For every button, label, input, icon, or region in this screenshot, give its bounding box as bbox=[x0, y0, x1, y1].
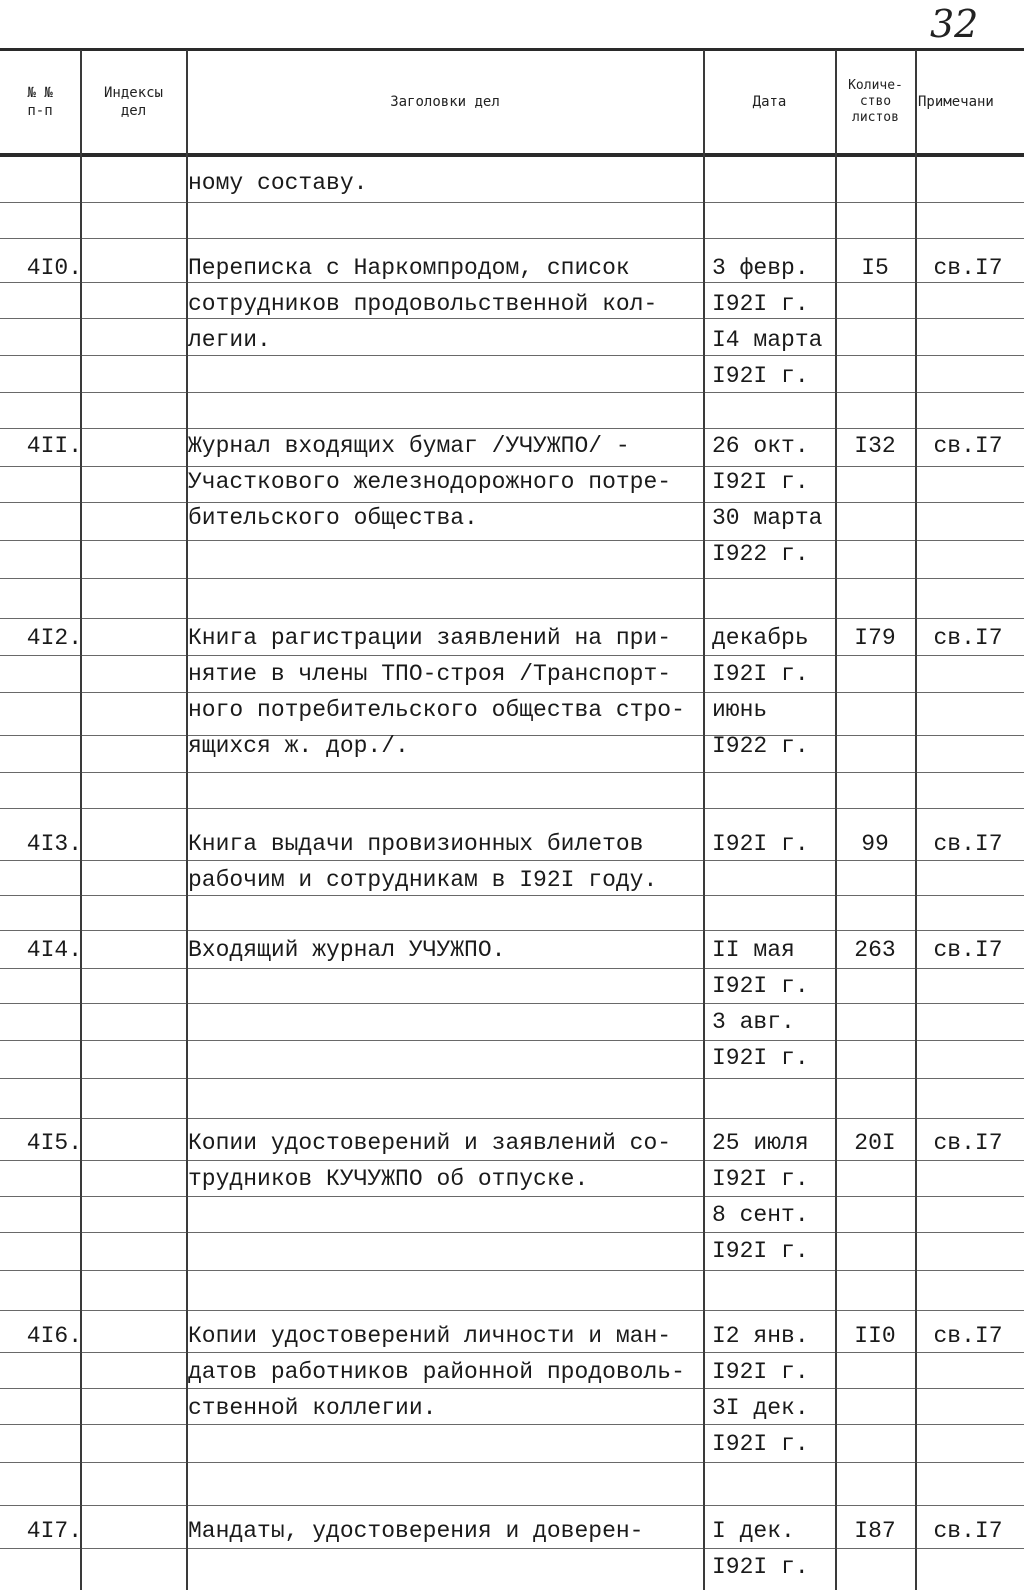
entry-sheet-count: 99 bbox=[861, 831, 889, 857]
entry-sheet-count: 263 bbox=[854, 937, 896, 963]
entry-title-line: бительского общества. bbox=[188, 505, 478, 531]
entry-note: св.I7 bbox=[933, 1518, 1003, 1544]
entry-title-line: Журнал входящих бумаг /УЧУЖПО/ - bbox=[188, 433, 630, 459]
entry-date-line: декабрь bbox=[712, 625, 809, 651]
entry-date-line: 3 февр. bbox=[712, 255, 809, 281]
ruled-line bbox=[0, 1462, 1024, 1463]
ruled-line bbox=[0, 1078, 1024, 1079]
ruled-line bbox=[0, 772, 1024, 773]
entry-sheet-count: 20I bbox=[854, 1130, 896, 1156]
header-note: Примечани bbox=[918, 94, 994, 110]
entry-title bbox=[188, 932, 700, 968]
ruled-line bbox=[0, 578, 1024, 579]
entry-date-line: I922 г. bbox=[712, 541, 809, 567]
entry-title-line: легии. bbox=[188, 327, 271, 353]
ruled-line bbox=[0, 392, 1024, 393]
ruled-line bbox=[0, 1003, 1024, 1004]
entry-note: св.I7 bbox=[933, 937, 1003, 963]
entry-date-line: 26 окт. bbox=[712, 433, 809, 459]
entry-number: 4I0. bbox=[26, 255, 82, 281]
entry-title bbox=[188, 1513, 700, 1549]
entry-number: 4I2. bbox=[26, 625, 82, 651]
entry-title-line: Входящий журнал УЧУЖПО. bbox=[188, 937, 506, 963]
entry-date-line: I2 янв. bbox=[712, 1323, 809, 1349]
entry-title-line: Книга рагистрации заявлений на при- bbox=[188, 625, 672, 651]
entry-title bbox=[188, 826, 700, 898]
entry-sheet-count: I79 bbox=[854, 625, 896, 651]
entry-date-line: I92I г. bbox=[712, 1238, 809, 1264]
entry-title-line: ного потребительского общества стро- bbox=[188, 697, 685, 723]
ruled-line bbox=[0, 1040, 1024, 1041]
entry-title-line: трудников КУЧУЖПО об отпуске. bbox=[188, 1166, 589, 1192]
entry-date-line: I92I г. bbox=[712, 363, 809, 389]
carryover-text: ному составу. bbox=[188, 170, 368, 196]
entry-sheet-count: I5 bbox=[861, 255, 889, 281]
entry-date-line: I92I г. bbox=[712, 661, 809, 687]
entry-number: 4I3. bbox=[26, 831, 82, 857]
entry-date-line: I92I г. bbox=[712, 831, 809, 857]
entry-date bbox=[712, 620, 837, 764]
ruled-line bbox=[0, 618, 1024, 619]
folio-number: 32 bbox=[930, 2, 979, 46]
entry-date-line: I дек. bbox=[712, 1518, 795, 1544]
entry-title-line: сотрудников продовольственной кол- bbox=[188, 291, 658, 317]
entry-note: св.I7 bbox=[933, 831, 1003, 857]
entry-title-line: рабочим и сотрудникам в I92I году. bbox=[188, 867, 658, 893]
entry-title bbox=[188, 620, 700, 764]
entry-date bbox=[712, 1125, 837, 1269]
entry-sheet-count: I32 bbox=[854, 433, 896, 459]
entry-title bbox=[188, 1318, 700, 1426]
entry-date-line: 8 сент. bbox=[712, 1202, 809, 1228]
entry-date bbox=[712, 826, 837, 862]
header-index: Индексы дел bbox=[103, 85, 163, 119]
entry-date-line: июнь bbox=[712, 697, 768, 723]
entry-number: 4II. bbox=[26, 433, 82, 459]
entry-title-line: Переписка с Наркомпродом, список bbox=[188, 255, 630, 281]
entry-date-line: 3 авг. bbox=[712, 1009, 795, 1035]
entry-date-line: I92I г. bbox=[712, 1359, 809, 1385]
entry-title-line: Копии удостоверений личности и ман- bbox=[188, 1323, 672, 1349]
ruled-line bbox=[0, 808, 1024, 809]
entry-date-line: I92I г. bbox=[712, 1554, 809, 1580]
header-num: № № п-п bbox=[27, 85, 53, 119]
entry-title-line: ящихся ж. дор./. bbox=[188, 733, 409, 759]
entry-note: св.I7 bbox=[933, 625, 1003, 651]
entry-title-line: ственной коллегии. bbox=[188, 1395, 437, 1421]
ruled-line bbox=[0, 968, 1024, 969]
ruled-line bbox=[0, 238, 1024, 239]
entry-number: 4I4. bbox=[26, 937, 82, 963]
ruled-line bbox=[0, 1118, 1024, 1119]
entry-date-line: I92I г. bbox=[712, 1166, 809, 1192]
entry-title-line: Мандаты, удостоверения и доверен- bbox=[188, 1518, 644, 1544]
entry-date bbox=[712, 428, 837, 572]
entry-date bbox=[712, 250, 837, 394]
entry-sheet-count: I87 bbox=[854, 1518, 896, 1544]
entry-sheet-count: II0 bbox=[854, 1323, 896, 1349]
entry-title bbox=[188, 1125, 700, 1197]
entry-number: 4I6. bbox=[26, 1323, 82, 1349]
ruled-line bbox=[0, 202, 1024, 203]
entry-date bbox=[712, 932, 837, 1076]
column-divider bbox=[703, 50, 705, 1590]
entry-note: св.I7 bbox=[933, 433, 1003, 459]
entry-title-line: Участкового железнодорожного потре- bbox=[188, 469, 672, 495]
entry-title-line: датов работников районной продоволь- bbox=[188, 1359, 685, 1385]
entry-date-line: II мая bbox=[712, 937, 795, 963]
entry-date-line: I4 марта bbox=[712, 327, 823, 353]
entry-date bbox=[712, 1318, 837, 1462]
entry-date-line: 3I дек. bbox=[712, 1395, 809, 1421]
ruled-line bbox=[0, 1232, 1024, 1233]
entry-title bbox=[188, 250, 700, 358]
ruled-line bbox=[0, 1310, 1024, 1311]
entry-date-line: I92I г. bbox=[712, 469, 809, 495]
entry-date-line: I92I г. bbox=[712, 1045, 809, 1071]
entry-note: св.I7 bbox=[933, 255, 1003, 281]
entry-date-line: I92I г. bbox=[712, 291, 809, 317]
entry-note: св.I7 bbox=[933, 1323, 1003, 1349]
entry-date-line: 30 марта bbox=[712, 505, 823, 531]
entry-title-line: Книга выдачи провизионных билетов bbox=[188, 831, 644, 857]
ruled-line bbox=[0, 540, 1024, 541]
entry-number: 4I7. bbox=[26, 1518, 82, 1544]
entry-number: 4I5. bbox=[26, 1130, 82, 1156]
entry-note: св.I7 bbox=[933, 1130, 1003, 1156]
entry-date-line: I922 г. bbox=[712, 733, 809, 759]
header-title: Заголовки дел bbox=[390, 94, 500, 110]
entry-title bbox=[188, 428, 700, 536]
entry-date-line: 25 июля bbox=[712, 1130, 809, 1156]
entry-date-line: I92I г. bbox=[712, 1431, 809, 1457]
entry-title-line: нятие в члены ТПО-строя /Транспорт- bbox=[188, 661, 672, 687]
header-qty: Количе- ство листов bbox=[848, 78, 903, 125]
ruled-line bbox=[0, 930, 1024, 931]
table-top-rule bbox=[0, 48, 1024, 51]
entry-date-line: I92I г. bbox=[712, 973, 809, 999]
entry-title-line: Копии удостоверений и заявлений со- bbox=[188, 1130, 672, 1156]
header-bottom-rule bbox=[0, 153, 1024, 157]
ruled-line bbox=[0, 1505, 1024, 1506]
entry-date bbox=[712, 1513, 837, 1585]
ruled-line bbox=[0, 1270, 1024, 1271]
header-date: Дата bbox=[752, 94, 787, 110]
